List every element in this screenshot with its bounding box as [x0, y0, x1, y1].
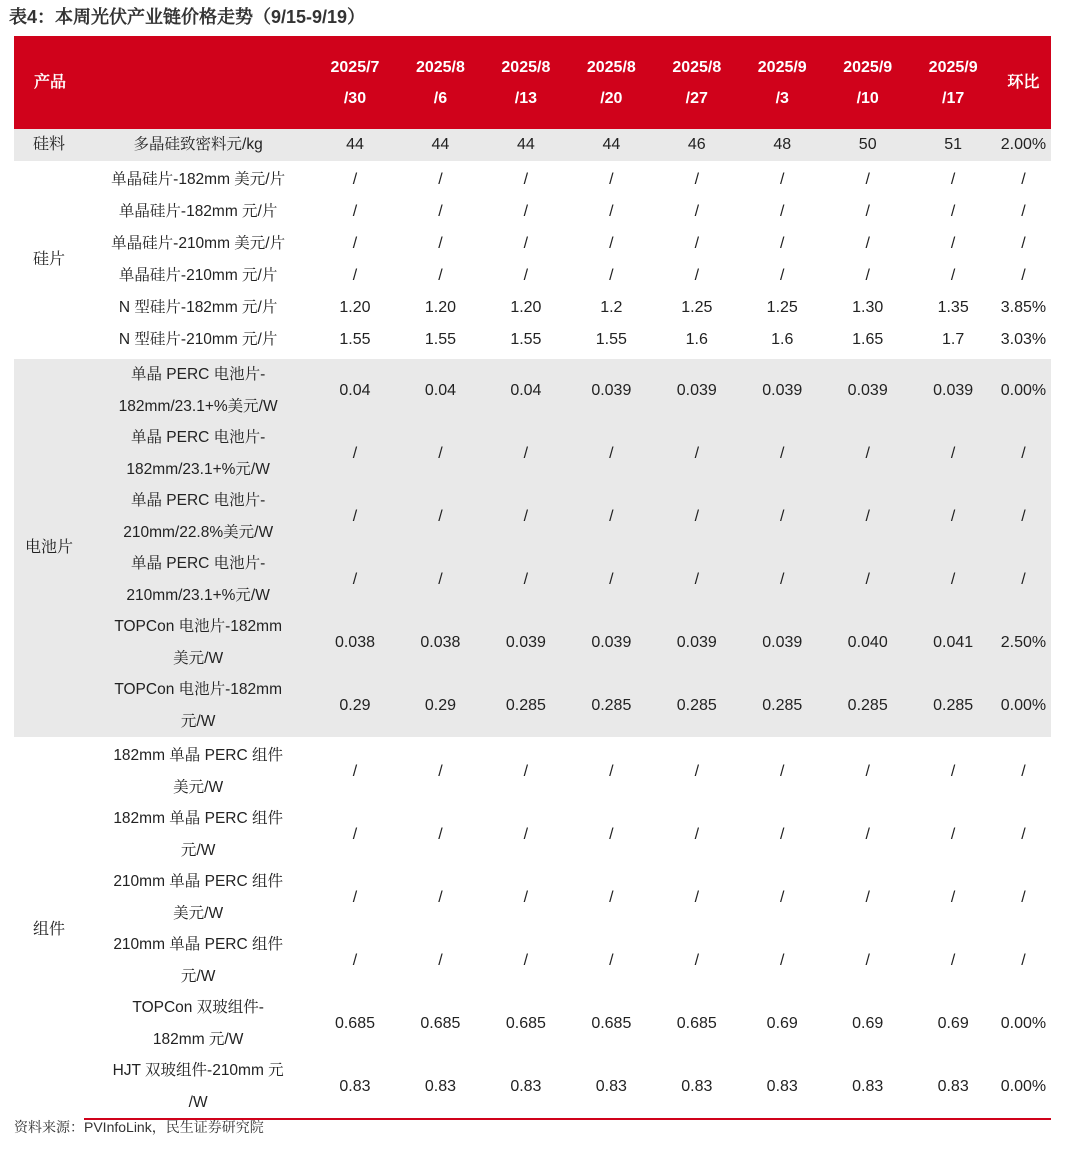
price-cell: /: [740, 739, 825, 804]
price-cell: 1.55: [398, 324, 483, 358]
header-date-part: 2025/8: [586, 58, 636, 76]
product-cell: [84, 163, 312, 197]
price-cell: 0.04: [483, 358, 568, 423]
product-cell: [84, 358, 312, 423]
header-date-part: 2025/9: [757, 58, 807, 76]
price-cell: /: [740, 228, 825, 260]
price-cell: 1.2: [569, 292, 654, 324]
price-cell: /: [740, 866, 825, 929]
change-cell: /: [996, 739, 1051, 804]
header-change: 环比: [996, 36, 1051, 129]
price-cell: /: [740, 548, 825, 611]
table-row: [14, 422, 1051, 485]
price-cell: 0.83: [654, 1055, 739, 1119]
price-cell: /: [654, 803, 739, 866]
product-name-line: 单晶硅片-182mm 元/片: [118, 203, 278, 221]
product-name-line: 单晶硅片-182mm 美元/片: [111, 171, 286, 189]
price-table: [14, 36, 1051, 1120]
category-cell: 硅料: [14, 129, 84, 163]
product-cell: [84, 324, 312, 358]
price-cell: /: [398, 548, 483, 611]
product-name-line: TOPCon 电池片-182mm: [114, 681, 282, 698]
price-cell: 0.83: [825, 1055, 910, 1119]
product-name-line: 210mm 单晶 PERC 组件: [113, 936, 283, 953]
change-cell: /: [996, 866, 1051, 929]
product-cell: [84, 1055, 312, 1119]
price-cell: /: [910, 228, 995, 260]
price-cell: 0.039: [569, 358, 654, 423]
price-cell: 0.039: [740, 611, 825, 674]
product-name-line: 美元/W: [173, 778, 224, 796]
table-row: [14, 1055, 1051, 1119]
table-row: [14, 163, 1051, 197]
price-cell: /: [825, 803, 910, 866]
category-cell: 组件: [14, 739, 84, 1120]
price-cell: /: [910, 422, 995, 485]
price-cell: /: [825, 929, 910, 992]
header-date-part: /30: [343, 89, 367, 107]
table-row: [14, 992, 1051, 1055]
price-cell: /: [825, 228, 910, 260]
table-row: [14, 739, 1051, 804]
price-cell: /: [654, 196, 739, 228]
product-name-line: 单晶 PERC 电池片-: [130, 366, 266, 383]
header-date-part: 2025/7: [330, 58, 380, 76]
product-cell: [84, 422, 312, 485]
price-cell: /: [569, 485, 654, 548]
product-name-line: 182mm 元/W: [152, 1030, 244, 1048]
price-cell: 0.041: [910, 611, 995, 674]
price-cell: /: [483, 228, 568, 260]
change-cell: 3.03%: [996, 324, 1051, 358]
price-cell: /: [910, 260, 995, 292]
product-cell: [84, 196, 312, 228]
price-cell: 0.83: [483, 1055, 568, 1119]
product-cell: [84, 228, 312, 260]
price-cell: 44: [483, 129, 568, 163]
price-cell: /: [483, 803, 568, 866]
header-date: [483, 36, 568, 129]
price-cell: /: [740, 803, 825, 866]
header-date-part: /6: [433, 89, 448, 107]
header-date: [740, 36, 825, 129]
group-1: [14, 163, 1051, 358]
price-cell: 0.285: [825, 674, 910, 739]
price-cell: 0.039: [910, 358, 995, 423]
table-row: [14, 129, 1051, 163]
price-cell: /: [569, 260, 654, 292]
price-cell: 0.685: [398, 992, 483, 1055]
change-cell: 0.00%: [996, 992, 1051, 1055]
price-cell: /: [910, 803, 995, 866]
price-cell: /: [312, 866, 397, 929]
price-cell: /: [483, 739, 568, 804]
price-cell: 0.040: [825, 611, 910, 674]
product-name-line: TOPCon 电池片-182mm: [114, 618, 282, 635]
price-cell: /: [654, 228, 739, 260]
product-cell: [84, 992, 312, 1055]
table-row: [14, 358, 1051, 423]
price-cell: 1.65: [825, 324, 910, 358]
price-cell: /: [312, 196, 397, 228]
header-date-part: /17: [942, 89, 965, 107]
price-cell: 1.55: [569, 324, 654, 358]
change-cell: 2.50%: [996, 611, 1051, 674]
product-cell: [84, 866, 312, 929]
price-cell: /: [825, 739, 910, 804]
header-date: [398, 36, 483, 129]
header-date: [654, 36, 739, 129]
price-cell: 50: [825, 129, 910, 163]
price-cell: 0.038: [398, 611, 483, 674]
header-date-part: /10: [856, 89, 879, 107]
product-cell: [84, 674, 312, 739]
price-cell: 0.685: [654, 992, 739, 1055]
change-cell: /: [996, 548, 1051, 611]
price-cell: 0.285: [654, 674, 739, 739]
price-cell: 0.039: [825, 358, 910, 423]
price-cell: 0.83: [569, 1055, 654, 1119]
price-cell: /: [483, 260, 568, 292]
price-cell: /: [910, 929, 995, 992]
price-cell: /: [740, 196, 825, 228]
product-name-line: 182mm/23.1+%元/W: [126, 460, 270, 478]
product-name-line: HJT 双玻组件-210mm 元: [112, 1062, 284, 1079]
price-cell: 0.83: [398, 1055, 483, 1119]
product-name-line: 元/W: [180, 841, 216, 859]
price-cell: /: [312, 485, 397, 548]
table-row: [14, 929, 1051, 992]
price-cell: /: [654, 866, 739, 929]
price-table-container: [14, 36, 1051, 1120]
header-date-part: 2025/9: [928, 58, 978, 76]
source-note: 资料来源：PVInfoLink，民生证券研究院: [14, 1119, 264, 1135]
price-cell: 0.29: [398, 674, 483, 739]
header-date: [910, 36, 995, 129]
change-cell: 0.00%: [996, 358, 1051, 423]
price-cell: 0.039: [483, 611, 568, 674]
price-cell: /: [910, 739, 995, 804]
price-cell: 1.6: [654, 324, 739, 358]
product-name-line: 单晶 PERC 电池片-: [130, 429, 266, 446]
product-name-line: 182mm 单晶 PERC 组件: [113, 747, 283, 764]
product-name-line: TOPCon 双玻组件-: [132, 999, 264, 1016]
price-cell: 1.20: [312, 292, 397, 324]
product-name-line: N 型硅片-210mm 元/片: [118, 331, 278, 349]
product-name-line: 美元/W: [173, 649, 224, 667]
change-cell: /: [996, 929, 1051, 992]
product-name-line: 元/W: [180, 712, 216, 730]
price-cell: 0.285: [569, 674, 654, 739]
price-cell: /: [825, 163, 910, 197]
table-row: [14, 292, 1051, 324]
price-cell: /: [654, 422, 739, 485]
price-cell: 1.25: [654, 292, 739, 324]
price-cell: 46: [654, 129, 739, 163]
header-date-part: /3: [775, 89, 789, 107]
price-cell: /: [569, 739, 654, 804]
product-name-line: 多晶硅致密料元/kg: [133, 136, 263, 154]
price-cell: /: [398, 422, 483, 485]
price-cell: /: [654, 163, 739, 197]
category-cell: 硅片: [14, 163, 84, 358]
price-cell: 1.7: [910, 324, 995, 358]
price-cell: 0.29: [312, 674, 397, 739]
product-cell: [84, 803, 312, 866]
price-cell: /: [740, 163, 825, 197]
price-cell: /: [740, 260, 825, 292]
price-cell: /: [569, 163, 654, 197]
price-cell: 1.6: [740, 324, 825, 358]
price-cell: 0.83: [910, 1055, 995, 1119]
table-header: [14, 36, 1051, 129]
price-cell: 0.685: [483, 992, 568, 1055]
price-cell: /: [398, 739, 483, 804]
change-cell: 0.00%: [996, 1055, 1051, 1119]
change-cell: /: [996, 485, 1051, 548]
product-cell: [84, 292, 312, 324]
change-cell: /: [996, 260, 1051, 292]
price-cell: 1.55: [483, 324, 568, 358]
price-cell: /: [398, 163, 483, 197]
price-cell: 0.69: [740, 992, 825, 1055]
price-cell: /: [312, 739, 397, 804]
price-cell: 0.69: [825, 992, 910, 1055]
table-row: [14, 196, 1051, 228]
price-cell: /: [654, 739, 739, 804]
table-row: [14, 866, 1051, 929]
price-cell: 0.83: [312, 1055, 397, 1119]
price-cell: 48: [740, 129, 825, 163]
price-cell: /: [483, 866, 568, 929]
price-cell: /: [312, 929, 397, 992]
price-cell: 0.69: [910, 992, 995, 1055]
price-cell: 1.30: [825, 292, 910, 324]
price-cell: 44: [569, 129, 654, 163]
price-cell: /: [654, 548, 739, 611]
price-cell: 0.04: [312, 358, 397, 423]
price-cell: /: [398, 485, 483, 548]
price-cell: /: [398, 929, 483, 992]
price-cell: 1.20: [483, 292, 568, 324]
price-cell: /: [483, 196, 568, 228]
product-name-line: 182mm/23.1+%美元/W: [118, 397, 278, 415]
change-cell: /: [996, 196, 1051, 228]
header-date: [569, 36, 654, 129]
price-cell: /: [569, 548, 654, 611]
change-cell: /: [996, 228, 1051, 260]
price-cell: /: [825, 548, 910, 611]
price-cell: /: [312, 163, 397, 197]
product-name-line: 美元/W: [173, 904, 224, 922]
product-name-line: /W: [188, 1093, 208, 1111]
price-cell: /: [483, 485, 568, 548]
table-row: [14, 260, 1051, 292]
product-name-line: 210mm/23.1+%元/W: [126, 586, 270, 604]
header-row: [14, 36, 1051, 129]
price-cell: 44: [312, 129, 397, 163]
change-cell: 2.00%: [996, 129, 1051, 163]
price-cell: /: [825, 260, 910, 292]
price-cell: /: [312, 803, 397, 866]
change-cell: /: [996, 163, 1051, 197]
table-row: [14, 228, 1051, 260]
table-row: [14, 803, 1051, 866]
price-cell: /: [312, 422, 397, 485]
price-cell: /: [483, 422, 568, 485]
price-cell: 1.20: [398, 292, 483, 324]
price-cell: 0.285: [740, 674, 825, 739]
header-date-part: 2025/8: [415, 58, 465, 76]
product-cell: [84, 548, 312, 611]
price-cell: /: [398, 803, 483, 866]
header-date: [825, 36, 910, 129]
price-cell: /: [825, 866, 910, 929]
price-cell: /: [910, 485, 995, 548]
table-row: [14, 324, 1051, 358]
price-cell: 0.285: [910, 674, 995, 739]
change-cell: /: [996, 422, 1051, 485]
product-name-line: 210mm 单晶 PERC 组件: [113, 873, 283, 890]
price-cell: /: [740, 929, 825, 992]
header-product: 产品: [14, 36, 312, 129]
product-name-line: 元/W: [180, 967, 216, 985]
product-name-line: 单晶硅片-210mm 元/片: [118, 267, 278, 285]
price-cell: 0.038: [312, 611, 397, 674]
table-row: [14, 611, 1051, 674]
price-cell: 44: [398, 129, 483, 163]
price-cell: /: [569, 422, 654, 485]
product-name-line: 182mm 单晶 PERC 组件: [113, 810, 283, 827]
product-cell: [84, 129, 312, 163]
price-cell: /: [654, 485, 739, 548]
price-cell: /: [312, 228, 397, 260]
change-cell: 0.00%: [996, 674, 1051, 739]
price-cell: 0.83: [740, 1055, 825, 1119]
price-cell: /: [654, 929, 739, 992]
price-cell: /: [398, 228, 483, 260]
price-cell: /: [910, 548, 995, 611]
price-cell: 0.04: [398, 358, 483, 423]
header-date: [312, 36, 397, 129]
price-cell: /: [398, 866, 483, 929]
price-cell: /: [483, 548, 568, 611]
price-cell: /: [740, 422, 825, 485]
price-cell: /: [825, 422, 910, 485]
change-cell: /: [996, 803, 1051, 866]
table-row: [14, 674, 1051, 739]
price-cell: /: [654, 260, 739, 292]
price-cell: 0.039: [654, 358, 739, 423]
price-cell: /: [398, 196, 483, 228]
price-cell: 0.039: [740, 358, 825, 423]
price-cell: /: [569, 228, 654, 260]
price-cell: 0.039: [654, 611, 739, 674]
table-row: [14, 485, 1051, 548]
header-date-part: 2025/9: [843, 58, 893, 76]
group-0: [14, 129, 1051, 163]
price-cell: /: [825, 196, 910, 228]
product-cell: [84, 260, 312, 292]
price-cell: /: [910, 163, 995, 197]
price-cell: /: [569, 196, 654, 228]
price-cell: 51: [910, 129, 995, 163]
price-cell: /: [569, 866, 654, 929]
price-cell: /: [740, 485, 825, 548]
price-cell: /: [398, 260, 483, 292]
table-row: [14, 548, 1051, 611]
header-date-part: 2025/8: [672, 58, 722, 76]
price-cell: 0.039: [569, 611, 654, 674]
price-cell: /: [483, 929, 568, 992]
price-cell: /: [483, 163, 568, 197]
price-cell: /: [569, 929, 654, 992]
header-date-part: /27: [685, 89, 708, 107]
group-2: [14, 358, 1051, 739]
price-cell: /: [910, 196, 995, 228]
category-cell: 电池片: [14, 358, 84, 739]
price-cell: 0.685: [569, 992, 654, 1055]
price-cell: 1.25: [740, 292, 825, 324]
price-cell: /: [312, 548, 397, 611]
group-3: [14, 739, 1051, 1120]
product-name-line: N 型硅片-182mm 元/片: [118, 299, 278, 317]
product-cell: [84, 485, 312, 548]
price-cell: 0.685: [312, 992, 397, 1055]
price-cell: /: [825, 485, 910, 548]
table-title: 表4：本周光伏产业链价格走势（9/15-9/19）: [9, 7, 366, 27]
price-cell: /: [910, 866, 995, 929]
price-cell: /: [569, 803, 654, 866]
product-name-line: 单晶硅片-210mm 美元/片: [111, 235, 286, 253]
product-name-line: 单晶 PERC 电池片-: [130, 555, 266, 572]
product-name-line: 单晶 PERC 电池片-: [130, 492, 266, 509]
price-cell: /: [312, 260, 397, 292]
product-cell: [84, 739, 312, 804]
header-date-part: /13: [514, 89, 537, 107]
header-date-part: /20: [600, 89, 623, 107]
product-cell: [84, 929, 312, 992]
product-cell: [84, 611, 312, 674]
price-cell: 1.35: [910, 292, 995, 324]
price-cell: 1.55: [312, 324, 397, 358]
header-date-part: 2025/8: [501, 58, 551, 76]
change-cell: 3.85%: [996, 292, 1051, 324]
product-name-line: 210mm/22.8%美元/W: [123, 523, 274, 541]
price-cell: 0.285: [483, 674, 568, 739]
